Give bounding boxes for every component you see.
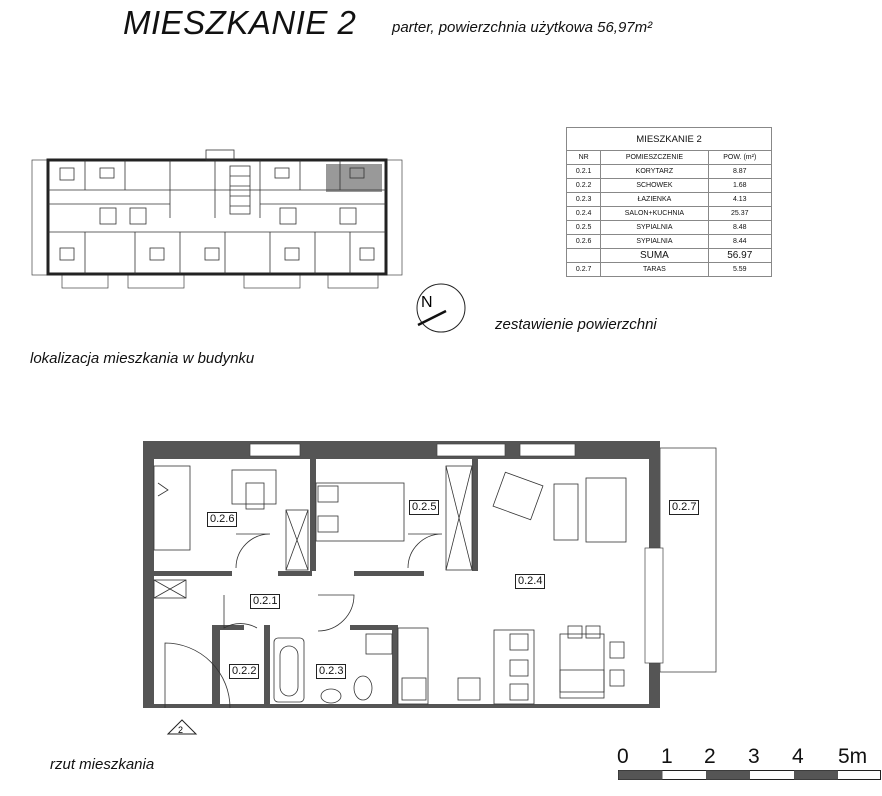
table-header: POW. (m²) — [708, 151, 771, 165]
table-cell: 0.2.1 — [567, 165, 601, 179]
table-row — [567, 179, 772, 193]
building-plan — [30, 148, 408, 296]
scale-tick: 2 — [704, 745, 716, 768]
north-arrow-icon — [412, 281, 470, 335]
table-cell: 0.2.4 — [567, 207, 601, 221]
table-row — [567, 165, 772, 179]
table-cell: 0.2.7 — [567, 263, 601, 277]
scale-tick: 3 — [748, 745, 760, 768]
table-cell: 25.37 — [708, 207, 771, 221]
room-label: 0.2.6 — [207, 512, 237, 527]
sum-value: 56.97 — [708, 249, 771, 263]
table-cell: ŁAZIENKA — [601, 193, 708, 207]
plan-caption: rzut mieszkania — [50, 756, 155, 773]
table-cell — [567, 249, 601, 263]
table-cell: 8.87 — [708, 165, 771, 179]
compass-label: N — [421, 294, 433, 311]
room-label: 0.2.1 — [250, 594, 280, 609]
table-cell: SYPIALNIA — [601, 235, 708, 249]
table-row — [567, 235, 772, 249]
table-sum-row — [567, 249, 772, 263]
room-label: 0.2.2 — [229, 664, 259, 679]
table-row — [567, 263, 772, 277]
table-row — [567, 221, 772, 235]
room-label: 0.2.5 — [409, 500, 439, 515]
room-label: 0.2.7 — [669, 500, 699, 515]
table-cell: 8.44 — [708, 235, 771, 249]
table-cell: SYPIALNIA — [601, 221, 708, 235]
table-cell: 4.13 — [708, 193, 771, 207]
table-cell: 0.2.2 — [567, 179, 601, 193]
apartment-floor-plan — [140, 438, 720, 740]
table-cell: 0.2.5 — [567, 221, 601, 235]
table-row — [567, 207, 772, 221]
entrance-marker-label: 2 — [178, 725, 184, 735]
table-cell: SALON+KUCHNIA — [601, 207, 708, 221]
table-cell: 0.2.6 — [567, 235, 601, 249]
location-caption: lokalizacja mieszkania w budynku — [30, 350, 255, 367]
table-header-row — [567, 151, 772, 165]
scale-tick: 4 — [792, 745, 804, 768]
table-cell: KORYTARZ — [601, 165, 708, 179]
table-cell: TARAS — [601, 263, 708, 277]
scale-tick: 5m — [838, 745, 868, 768]
page-subtitle: parter, powierzchnia użytkowa 56,97m² — [392, 19, 653, 36]
table-cell: 1.68 — [708, 179, 771, 193]
table-cell: SCHOWEK — [601, 179, 708, 193]
table-header: NR — [567, 151, 601, 165]
room-label: 0.2.4 — [515, 574, 545, 589]
scale-tick: 0 — [617, 745, 629, 768]
table-cell: 0.2.3 — [567, 193, 601, 207]
page-title: MIESZKANIE 2 — [123, 4, 357, 41]
scale-bar — [618, 770, 882, 782]
table-cell: 5.59 — [708, 263, 771, 277]
areas-caption: zestawienie powierzchni — [495, 316, 657, 333]
table-cell: 8.48 — [708, 221, 771, 235]
scale-tick: 1 — [661, 745, 673, 768]
table-header: POMIESZCZENIE — [601, 151, 708, 165]
room-label: 0.2.3 — [316, 664, 346, 679]
table-row — [567, 193, 772, 207]
area-table — [566, 127, 772, 277]
sum-label: SUMA — [601, 249, 708, 263]
area-table-caption: MIESZKANIE 2 — [567, 128, 772, 151]
